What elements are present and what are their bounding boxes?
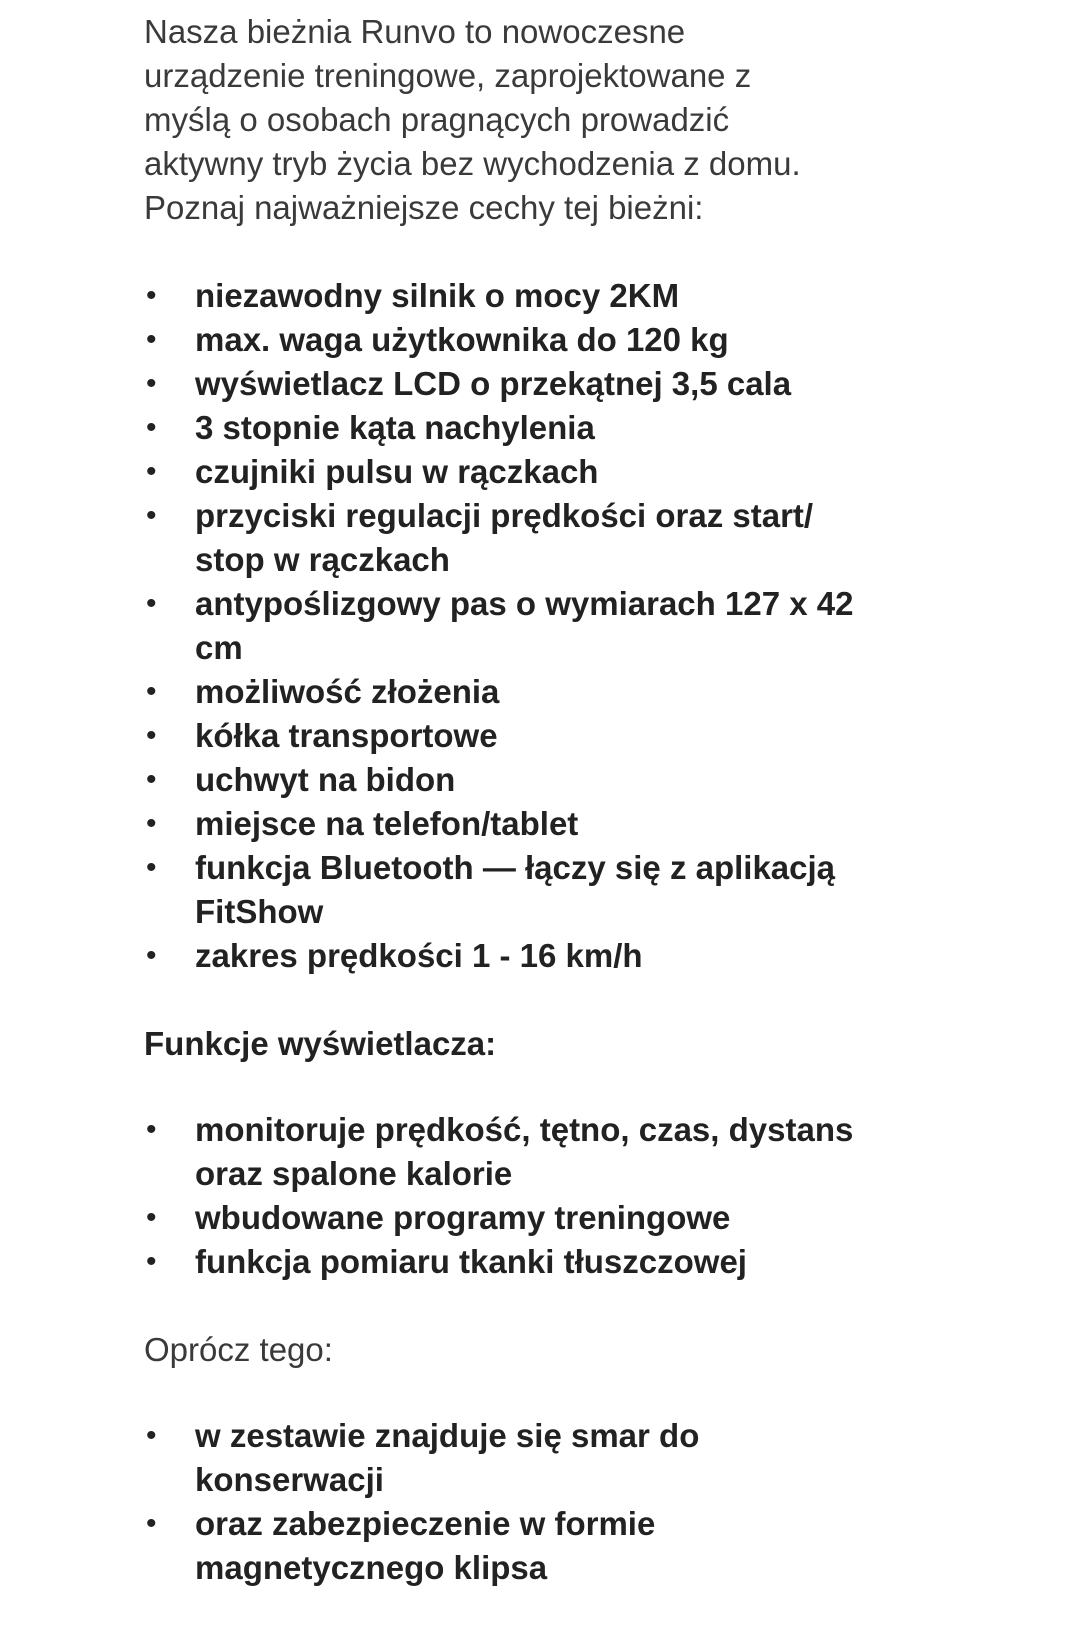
list-item-text: max. waga użytkownika do 120 kg bbox=[195, 321, 729, 358]
bullet-icon: • bbox=[146, 1245, 157, 1278]
list-item bbox=[144, 670, 934, 714]
list-item-text: niezawodny silnik o mocy 2KM bbox=[195, 277, 680, 314]
list-item bbox=[144, 406, 934, 450]
bullet-icon: • bbox=[146, 1507, 157, 1540]
bullet-icon: • bbox=[146, 279, 157, 312]
list-item bbox=[144, 362, 934, 406]
list-item-text: funkcja pomiaru tkanki tłuszczowej bbox=[195, 1243, 747, 1280]
list-item bbox=[144, 802, 934, 846]
list-item-text: uchwyt na bidon bbox=[195, 761, 456, 798]
list-item-text: funkcja Bluetooth — łączy się z aplikacją FitShow bbox=[195, 849, 836, 930]
list-item-text: wbudowane programy treningowe bbox=[195, 1199, 731, 1236]
bullet-icon: • bbox=[146, 323, 157, 356]
list-item bbox=[144, 1240, 934, 1284]
list-item bbox=[144, 274, 934, 318]
list-item bbox=[144, 934, 934, 978]
list-item bbox=[144, 1108, 934, 1196]
list-item-text: 3 stopnie kąta nachylenia bbox=[195, 409, 595, 446]
list-item bbox=[144, 450, 934, 494]
extras-heading: Oprócz tego: bbox=[144, 1331, 333, 1368]
bullet-icon: • bbox=[146, 719, 157, 752]
bullet-icon: • bbox=[146, 763, 157, 796]
bullet-icon: • bbox=[146, 939, 157, 972]
bullet-icon: • bbox=[146, 367, 157, 400]
spacer bbox=[144, 230, 934, 274]
product-description bbox=[144, 10, 934, 1590]
features-list bbox=[144, 274, 934, 978]
list-item bbox=[144, 714, 934, 758]
bullet-icon: • bbox=[146, 455, 157, 488]
bullet-icon: • bbox=[146, 587, 157, 620]
list-item bbox=[144, 758, 934, 802]
list-item-text: wyświetlacz LCD o przekątnej 3,5 cala bbox=[195, 365, 792, 402]
list-item-text: miejsce na telefon/tablet bbox=[195, 805, 579, 842]
list-item bbox=[144, 582, 934, 670]
list-item-text: monitoruje prędkość, tętno, czas, dystans oraz spalone kalorie bbox=[195, 1111, 854, 1192]
list-item bbox=[144, 1196, 934, 1240]
list-item-text: w zestawie znajduje się smar do konserwacji bbox=[195, 1417, 700, 1498]
display-functions-heading: Funkcje wyświetlacza: bbox=[144, 1025, 497, 1062]
extras-list bbox=[144, 1414, 934, 1590]
bullet-icon: • bbox=[146, 851, 157, 884]
bullet-icon: • bbox=[146, 807, 157, 840]
list-item bbox=[144, 318, 934, 362]
intro-paragraph: Nasza bieżnia Runvo to nowoczesne urządzenie treningowe, zaprojektowane z myślą o osobach pragnących prowadzić aktywny tryb życia bez wychodzenia z domu. Poznaj najważniejsze cechy tej bieżni: bbox=[144, 13, 801, 226]
list-item-text: antypoślizgowy pas o wymiarach 127 x 42 cm bbox=[195, 585, 854, 666]
spacer bbox=[144, 1372, 934, 1414]
list-item bbox=[144, 494, 934, 582]
bullet-icon: • bbox=[146, 411, 157, 444]
bullet-icon: • bbox=[146, 1113, 157, 1146]
list-item-text: czujniki pulsu w rączkach bbox=[195, 453, 599, 490]
list-item bbox=[144, 1502, 934, 1590]
spacer bbox=[144, 1066, 934, 1108]
bullet-icon: • bbox=[146, 1201, 157, 1234]
list-item-text: oraz zabezpieczenie w formie magnetycznego klipsa bbox=[195, 1505, 656, 1586]
list-item-text: przyciski regulacji prędkości oraz start/ stop w rączkach bbox=[195, 497, 814, 578]
list-item-text: kółka transportowe bbox=[195, 717, 498, 754]
bullet-icon: • bbox=[146, 499, 157, 532]
list-item-text: zakres prędkości 1 - 16 km/h bbox=[195, 937, 643, 974]
display-functions-list bbox=[144, 1108, 934, 1284]
spacer bbox=[144, 1284, 934, 1328]
bullet-icon: • bbox=[146, 675, 157, 708]
list-item bbox=[144, 846, 934, 934]
bullet-icon: • bbox=[146, 1419, 157, 1452]
list-item bbox=[144, 1414, 934, 1502]
list-item-text: możliwość złożenia bbox=[195, 673, 500, 710]
spacer bbox=[144, 978, 934, 1022]
